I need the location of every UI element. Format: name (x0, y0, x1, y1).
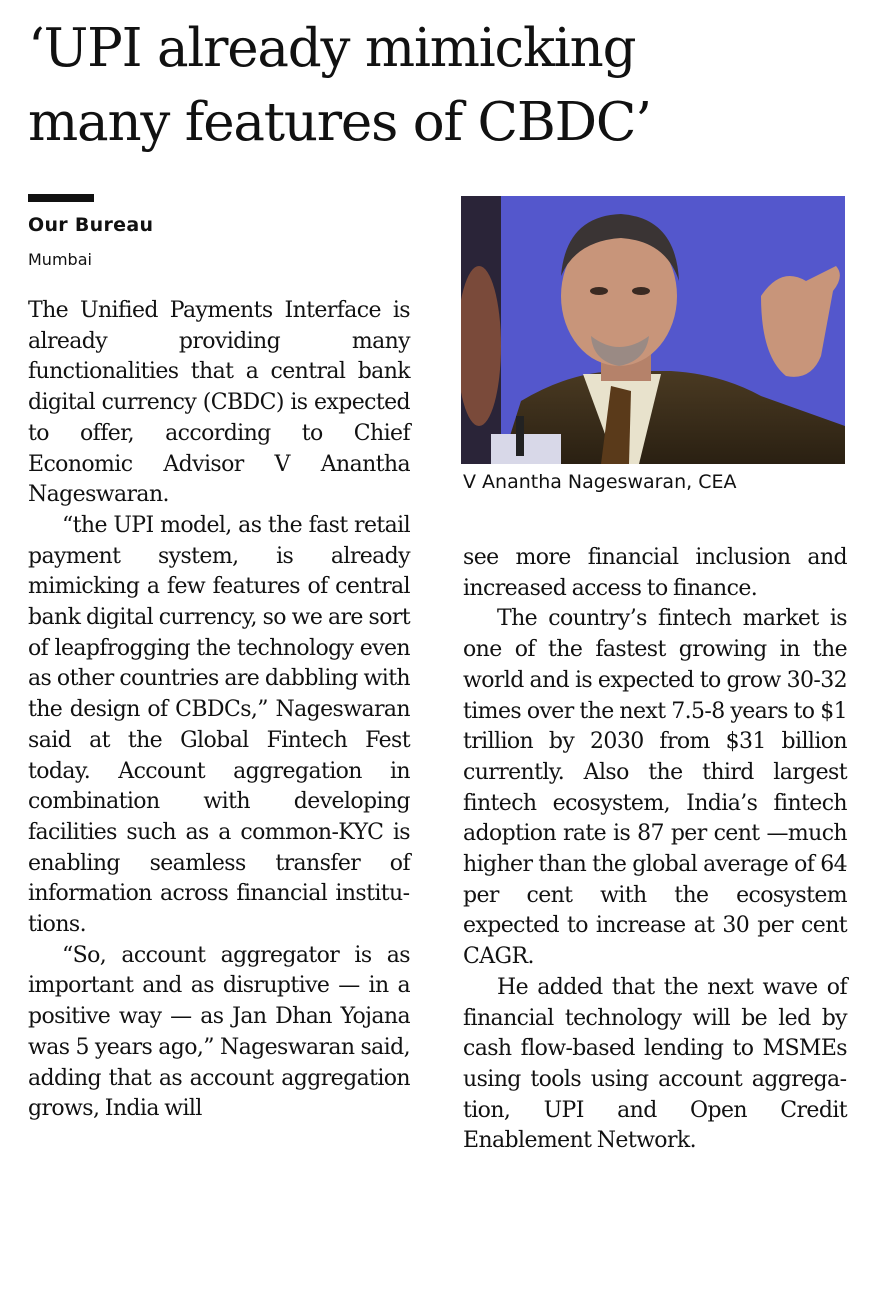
portrait-photo-icon (461, 196, 845, 464)
article-column-left (28, 296, 410, 1125)
byline-rule (28, 194, 94, 202)
dateline: Mumbai (28, 250, 92, 269)
headline-line-1: ‘UPI already mimicking (28, 18, 636, 79)
paragraph: The Unified Payments Interface is already providing many functionalities that a central bank digital currency (CBDC) is expected to offer, according to Chief Economic Advisor V Anantha Nageswaran. (28, 298, 410, 508)
portrait-photo (461, 196, 845, 464)
headline-line-2: many features of CBDC’ (28, 92, 651, 153)
photo-caption: V Anantha Nageswaran, CEA (463, 471, 737, 493)
article-column-right (463, 543, 847, 1157)
paragraph: The country’s fintech market is one of the fastest growing in the world and is expected to grow 30-32 times over the next 7.5-8 years to $1 trillion by 2030 from $31 billion currently. Also the third largest fintech ecosystem, India’s fintech adoption rate is 87 per cent —much higher than the global average of 64 per cent with the ecosystem expected to increase at 30 per cent CAGR. (463, 606, 847, 970)
headline (28, 12, 858, 160)
paragraph: “the UPI model, as the fast retail payment system, is already mimicking a few features of central bank digital currency, so we are sort of leapfrogging the technology even as other countries are dabbling with the design of CBDCs,” Nageswaran said at the Global Fintech Fest today. Account aggregation in combination with developing facilities such as a common-KYC is enabling seamless transfer of information across financial institutions. (28, 512, 410, 938)
paragraph: see more financial inclusion and increased access to finance. (463, 545, 847, 601)
paragraph: “So, account aggregator is as important and as disruptive — in a positive way — as Jan Dhan Yojana was 5 years ago,” Nageswaran said, adding that as account aggregation grows, India will (28, 942, 410, 1122)
paragraph: He added that the next wave of financial technology will be led by cash flow-based lending to MSMEs using tools using account aggregation, UPI and Open Credit Enablement Network. (463, 974, 847, 1154)
byline: Our Bureau (28, 214, 154, 236)
